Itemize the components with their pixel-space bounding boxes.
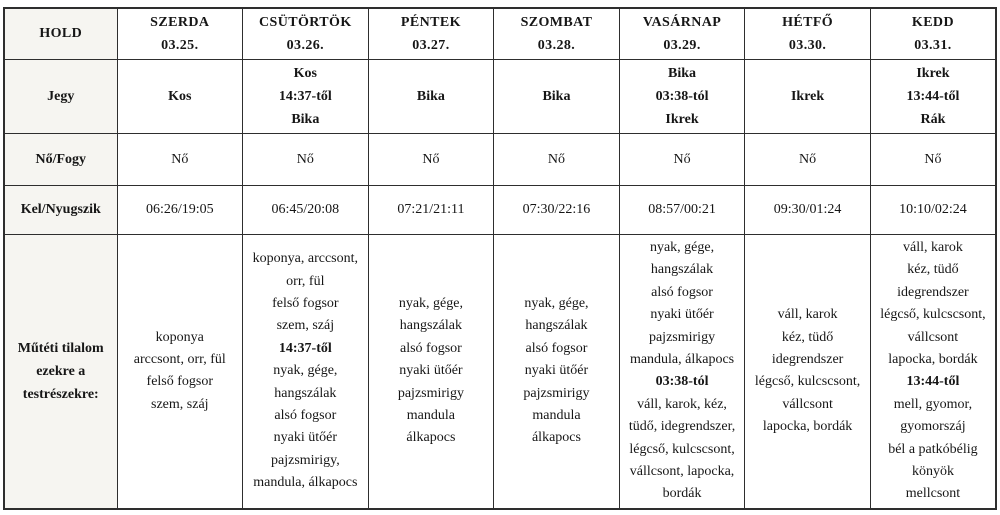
cell-line: koponya <box>155 329 204 345</box>
cell-line: 09:30/01:24 <box>773 202 842 217</box>
cell-line: Ikrek <box>665 112 699 127</box>
cell-line: alsó fogsor <box>399 340 462 356</box>
cell-line: nyak, gége, <box>398 296 463 312</box>
nofogy-cell <box>117 134 243 186</box>
jegy-cell <box>619 60 745 134</box>
cell-line: arccsont, orr, fül <box>133 352 226 368</box>
cell-line: hangszálak <box>650 262 714 278</box>
cell-line: 06:26/19:05 <box>145 202 214 217</box>
cell-line: Rák <box>920 112 946 127</box>
day-header-szerda <box>117 8 243 60</box>
cell-line: nyaki ütőér <box>399 363 463 379</box>
cell-line: idegrendszer <box>897 284 969 300</box>
day-date: 03.26. <box>286 38 325 53</box>
cell-line: könyök <box>911 464 954 480</box>
day-date: 03.29. <box>663 38 701 53</box>
cell-line: hangszálak <box>399 318 462 334</box>
cell-line: légcső, kulcscsont, <box>880 307 986 323</box>
cell-line: nyak, gége, <box>273 363 338 379</box>
cell-line: hangszálak <box>274 385 337 401</box>
nofogy-cell <box>619 134 745 186</box>
kel-cell <box>619 186 745 235</box>
jegy-cell <box>870 60 996 134</box>
cell-line: Nő <box>422 151 440 167</box>
cell-line: 03:38-tól <box>655 374 709 390</box>
cell-line: hangszálak <box>525 318 588 334</box>
row-label-nofogy: Nő/Fogy <box>4 134 117 186</box>
cell-line: pajzsmirigy <box>648 329 716 345</box>
day-name: HÉTFŐ <box>782 15 834 30</box>
jegy-cell <box>494 60 620 134</box>
day-name: PÉNTEK <box>400 15 461 30</box>
cell-line: álkapocs <box>406 430 456 446</box>
cell-line: bél a patkóbélig <box>888 441 978 457</box>
day-name: KEDD <box>911 15 954 30</box>
cell-line: nyak, gége, <box>649 240 715 255</box>
kel-cell <box>745 186 871 235</box>
day-date: 03.30. <box>788 38 827 53</box>
cell-line: Nő <box>171 151 189 167</box>
muteti-cell <box>745 235 871 509</box>
cell-line: vállcsont <box>907 329 959 345</box>
cell-line: vállcsont, lapocka, <box>629 464 735 480</box>
cell-line: 07:21/21:11 <box>397 202 465 217</box>
cell-line: Ikrek <box>790 89 825 104</box>
cell-line: Nő <box>547 151 566 167</box>
day-header-hetfo <box>745 8 871 60</box>
cell-line: nyak, gége, <box>524 296 589 312</box>
kel-cell <box>117 186 243 235</box>
row-label-jegy: Jegy <box>4 60 117 134</box>
cell-line: felső fogsor <box>146 374 214 390</box>
kel-cell <box>870 186 996 235</box>
cell-line: pajzsmirigy <box>523 385 590 401</box>
cell-line: 13:44-től <box>906 374 960 390</box>
cell-line: váll, karok <box>777 307 838 323</box>
cell-line: Nő <box>673 151 691 167</box>
cell-line: Ikrek <box>916 66 950 81</box>
cell-line: idegrendszer <box>771 352 844 368</box>
cell-line: 06:45/20:08 <box>271 202 340 217</box>
day-date: 03.27. <box>412 38 450 53</box>
day-name: CSÜTÖRTÖK <box>259 15 352 30</box>
jegy-cell <box>243 60 369 134</box>
cell-line: ezekre a <box>36 363 86 379</box>
waxing-waning-row <box>4 134 996 186</box>
day-header-csutortok <box>243 8 369 60</box>
rise-set-row <box>4 186 996 235</box>
day-name: SZOMBAT <box>520 15 593 30</box>
cell-line: lapocka, bordák <box>762 419 853 435</box>
cell-line: légcső, kulcscsont, <box>754 374 861 390</box>
day-header-vasarnap <box>619 8 745 60</box>
nofogy-cell <box>870 134 996 186</box>
day-header-kedd <box>870 8 996 60</box>
day-header-pentek <box>368 8 494 60</box>
kel-cell <box>243 186 369 235</box>
cell-line: nyaki ütőér <box>524 363 589 379</box>
cell-line: Nő <box>296 151 314 167</box>
day-name: SZERDA <box>150 15 210 30</box>
day-date: 03.25. <box>161 38 199 53</box>
cell-line: 14:37-től <box>278 89 332 104</box>
corner-header-hold: HOLD <box>4 8 117 60</box>
surgery-ban-row <box>4 235 996 509</box>
cell-line: testrészekre: <box>22 386 99 402</box>
cell-line: felső fogsor <box>272 296 339 312</box>
cell-line: Bika <box>668 66 697 81</box>
cell-line: mandula <box>532 408 581 424</box>
cell-line: alsó fogsor <box>651 284 713 300</box>
cell-line: alsó fogsor <box>274 408 337 424</box>
cell-line: mandula <box>406 408 456 424</box>
muteti-cell <box>870 235 996 509</box>
muteti-cell <box>368 235 494 509</box>
cell-line: álkapocs <box>531 430 581 446</box>
row-label-muteti <box>4 235 117 509</box>
cell-line: Bika <box>291 112 320 127</box>
cell-line: Kos <box>293 66 318 81</box>
cell-line: mellcsont <box>905 486 961 502</box>
jegy-cell <box>117 60 243 134</box>
kel-cell <box>368 186 494 235</box>
day-date: 03.31. <box>914 38 952 53</box>
zodiac-sign-row <box>4 60 996 134</box>
cell-line: mell, gyomor, <box>893 396 973 412</box>
cell-line: vállcsont <box>782 396 833 412</box>
cell-line: kéz, tüdő <box>907 262 959 278</box>
cell-line: nyaki ütőér <box>650 307 714 323</box>
cell-line: mandula, álkapocs <box>253 475 358 491</box>
cell-line: pajzsmirigy, <box>271 452 340 468</box>
cell-line: 07:30/22:16 <box>522 202 591 217</box>
cell-line: 13:44-től <box>906 89 960 104</box>
cell-line: 14:37-től <box>278 340 332 356</box>
row-label-kel: Kel/Nyugszik <box>4 186 117 235</box>
cell-line: bordák <box>662 486 702 502</box>
cell-line: Nő <box>799 151 817 167</box>
cell-line: lapocka, bordák <box>888 352 978 368</box>
cell-line: tüdő, idegrendszer, <box>628 419 736 435</box>
moon-calendar-table <box>3 7 997 510</box>
day-date: 03.28. <box>537 38 576 53</box>
muteti-cell <box>243 235 369 509</box>
jegy-cell <box>368 60 494 134</box>
cell-line: pajzsmirigy <box>397 385 464 401</box>
cell-line: Nő <box>924 151 942 167</box>
day-header-szombat <box>494 8 620 60</box>
cell-line: kéz, tüdő <box>781 329 834 345</box>
nofogy-cell <box>368 134 494 186</box>
cell-line: szem, száj <box>151 396 209 412</box>
header-row <box>4 8 996 60</box>
cell-line: 03:38-tól <box>655 89 709 104</box>
nofogy-cell <box>494 134 620 186</box>
cell-line: Kos <box>168 89 192 104</box>
cell-line: váll, karok <box>903 240 963 255</box>
cell-line: 10:10/02:24 <box>899 202 967 217</box>
cell-line: 08:57/00:21 <box>648 202 716 217</box>
cell-line: Műtéti tilalom <box>17 340 104 356</box>
kel-cell <box>494 186 620 235</box>
day-name: VASÁRNAP <box>642 15 722 30</box>
muteti-cell <box>117 235 243 509</box>
jegy-cell <box>745 60 871 134</box>
muteti-cell <box>494 235 620 509</box>
cell-line: orr, fül <box>286 273 325 289</box>
cell-line: váll, karok, kéz, <box>637 396 727 412</box>
cell-line: alsó fogsor <box>525 340 588 356</box>
nofogy-cell <box>243 134 369 186</box>
cell-line: gyomorszáj <box>900 419 966 435</box>
cell-line: koponya, arccsont, <box>252 251 359 267</box>
cell-line: Bika <box>416 89 445 104</box>
cell-line: nyaki ütőér <box>273 430 338 446</box>
cell-line: mandula, álkapocs <box>629 352 735 368</box>
muteti-cell <box>619 235 745 509</box>
cell-line: Bika <box>542 89 571 104</box>
nofogy-cell <box>745 134 871 186</box>
cell-line: szem, száj <box>276 318 335 334</box>
cell-line: légcső, kulcscsont, <box>629 441 735 457</box>
